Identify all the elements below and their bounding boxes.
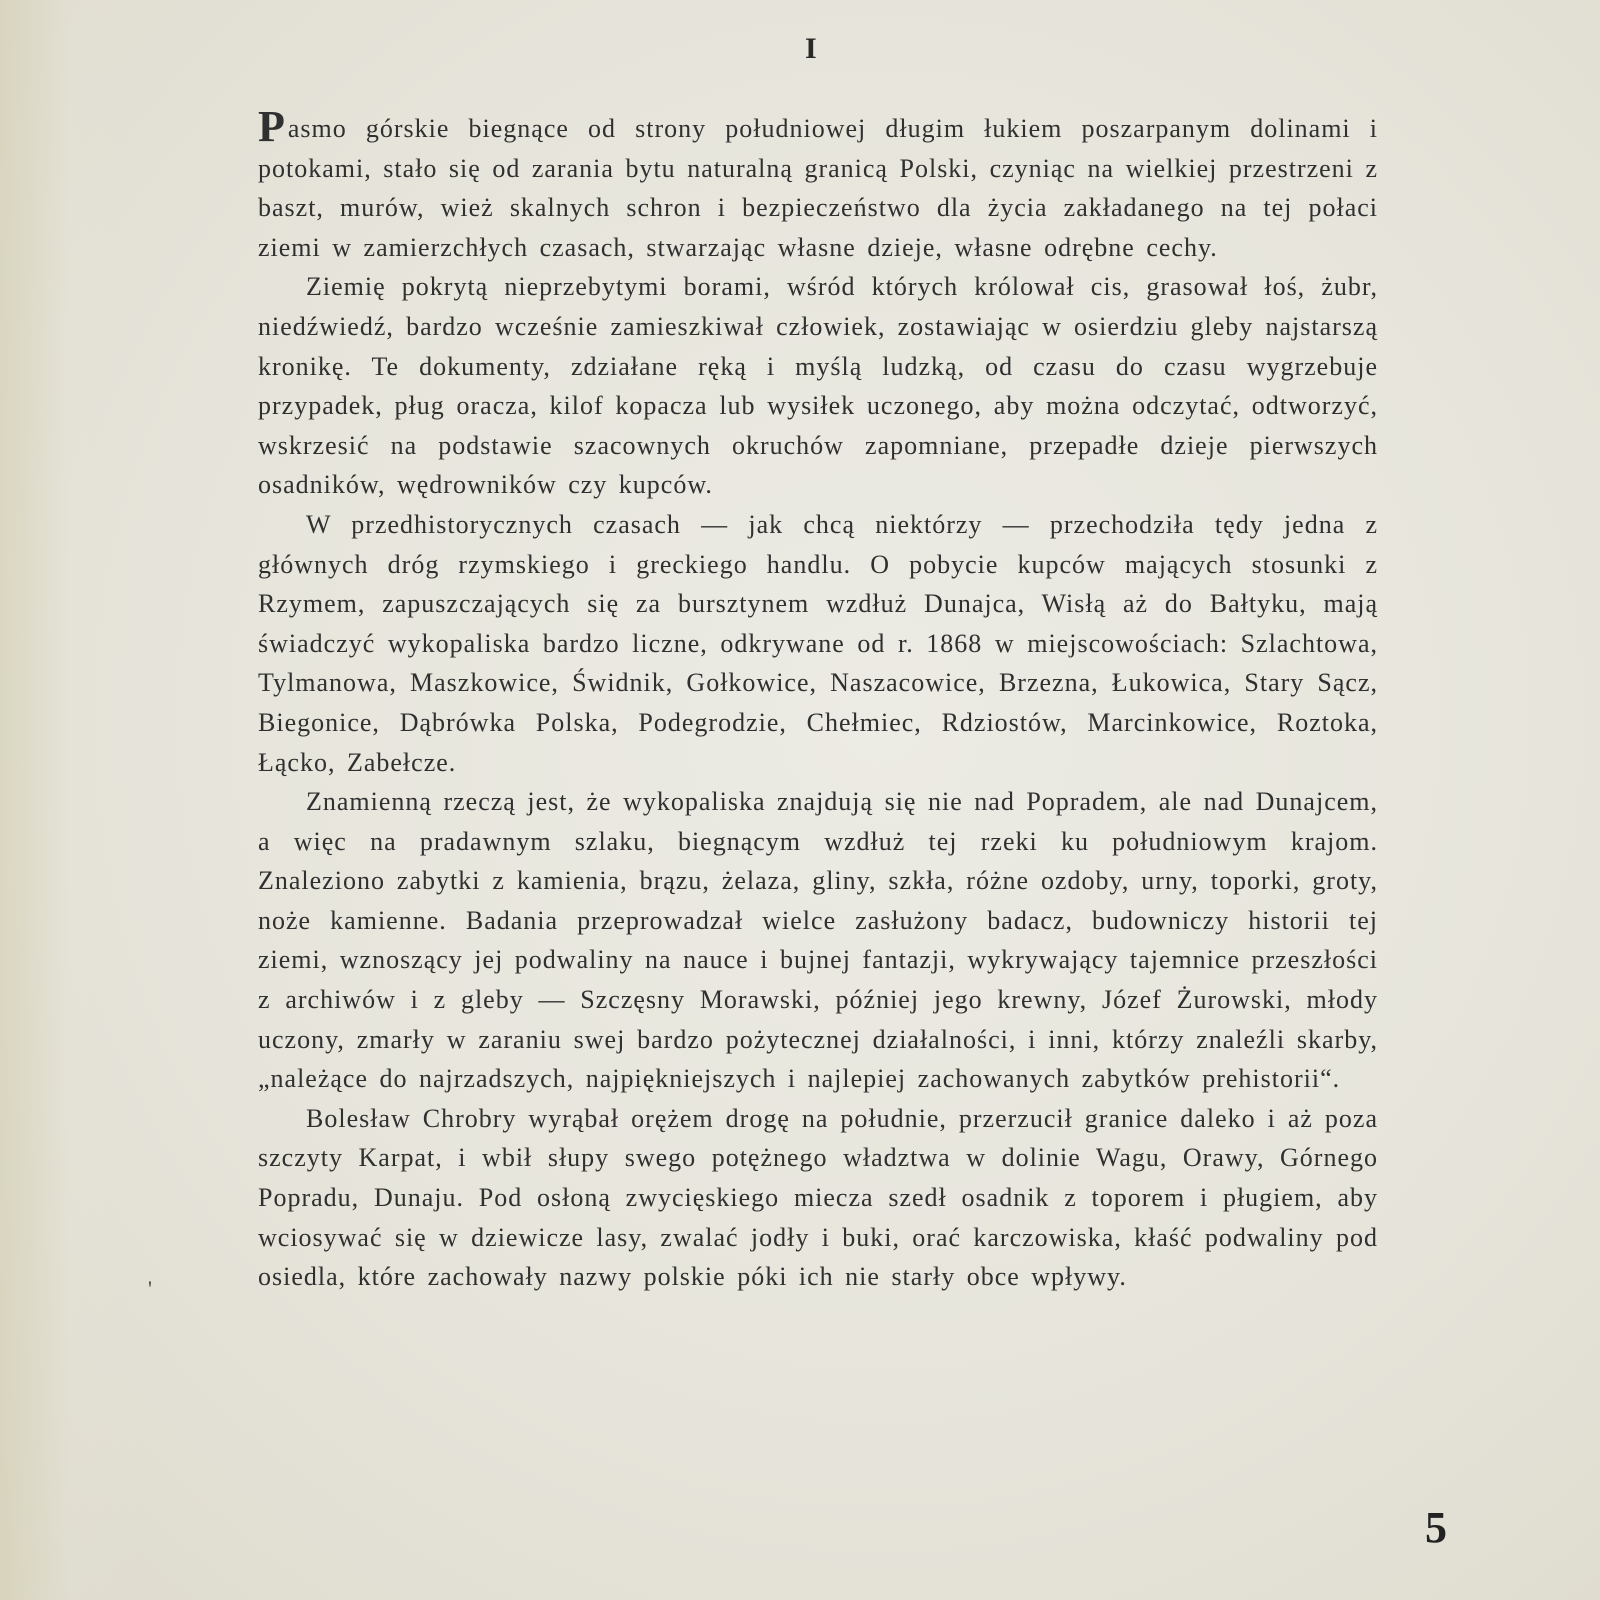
- paragraph-1-text: asmo górskie biegnące od strony południowej długim łukiem poszarpanym dolinami i potokami, stało się od zarania bytu naturalną granicą Polski, czyniąc na wielkiej przestrzeni z baszt, murów, wież skalnych schron i bezpieczeństwo dla życia zakładanego na tej połaci ziemi w zamierzchłych czasach, stwarzając własne dzieje, własne odrębne cechy.: [258, 114, 1378, 262]
- paragraph-1: [258, 102, 1378, 267]
- paragraph-4: Znamienną rzeczą jest, że wykopaliska znajdują się nie nad Popradem, ale nad Dunajcem, a więc na pradawnym szlaku, biegnącym wzdłuż tej rzeki ku południowym krajom. Znaleziono zabytki z kamienia, brązu, żelaza, gliny, szkła, różne ozdoby, urny, toporki, groty, noże kamienne. Badania przeprowadzał wielce zasłużony badacz, budowniczy historii tej ziemi, wznoszący jej podwaliny na nauce i bujnej fantazji, wykrywający tajemnice przeszłości z archiwów i z gleby — Szczęsny Morawski, później jego krewny, Józef Żurowski, młody uczony, zmarły w zaraniu swej bardzo pożytecznej działalności, i inni, którzy znaleźli skarby, „należące do najrzadszych, najpiękniejszych i najlepiej zachowanych zabytków prehistorii“.: [258, 787, 1378, 1094]
- paragraph-5: Bolesław Chrobry wyrąbał orężem drogę na południe, przerzucił granice daleko i aż poza szczyty Karpat, i wbił słupy swego potężnego władztwa w dolinie Wagu, Orawy, Górnego Popradu, Dunaju. Pod osłoną zwycięskiego miecza szedł osadnik z toporem i pługiem, aby wciosywać się w dziewicze lasy, zwalać jodły i buki, orać karczowiska, kłaść podwaliny pod osiedla, które zachowały nazwy polskie póki ich nie starły obce wpływy.: [258, 1103, 1378, 1292]
- body-text: [258, 102, 1378, 1297]
- paragraph-2: Ziemię pokrytą nieprzebytymi borami, wśród których królował cis, grasował łoś, żubr, niedźwiedź, bardzo wcześnie zamieszkiwał człowiek, zostawiając w osierdziu gleby najstarszą kronikę. Te dokumenty, zdziałane ręką i myślą ludzką, od czasu do czasu wygrzebuje przypadek, pług oracza, kilof kopacza lub wysiłek uczonego, aby można odczytać, odtworzyć, wskrzesić na podstawie szacownych okruchów zapomniane, przepadłe dzieje pierwszych osadników, wędrowników czy kupców.: [258, 272, 1378, 500]
- initial-letter: P: [258, 102, 286, 151]
- margin-mark: ': [148, 1276, 152, 1301]
- chapter-numeral: I: [805, 32, 817, 65]
- paragraph-3: W przedhistorycznych czasach — jak chcą niektórzy — przechodziła tędy jedna z głównych dróg rzymskiego i greckiego handlu. O pobycie kupców mających stosunki z Rzymem, zapuszczających się za bursztynem wzdłuż Dunajca, Wisłą aż do Bałtyku, mają świadczyć wykopaliska bardzo liczne, odkrywane od r. 1868 w miejscowościach: Szlachtowa, Tylmanowa, Maszkowice, Świdnik, Gołkowice, Naszacowice, Brzezna, Łukowica, Stary Sącz, Biegonice, Dąbrówka Polska, Podegrodzie, Chełmiec, Rdziostów, Marcinkowice, Roztoka, Łącko, Zabełcze.: [258, 509, 1378, 777]
- page-number: 5: [1425, 1503, 1447, 1552]
